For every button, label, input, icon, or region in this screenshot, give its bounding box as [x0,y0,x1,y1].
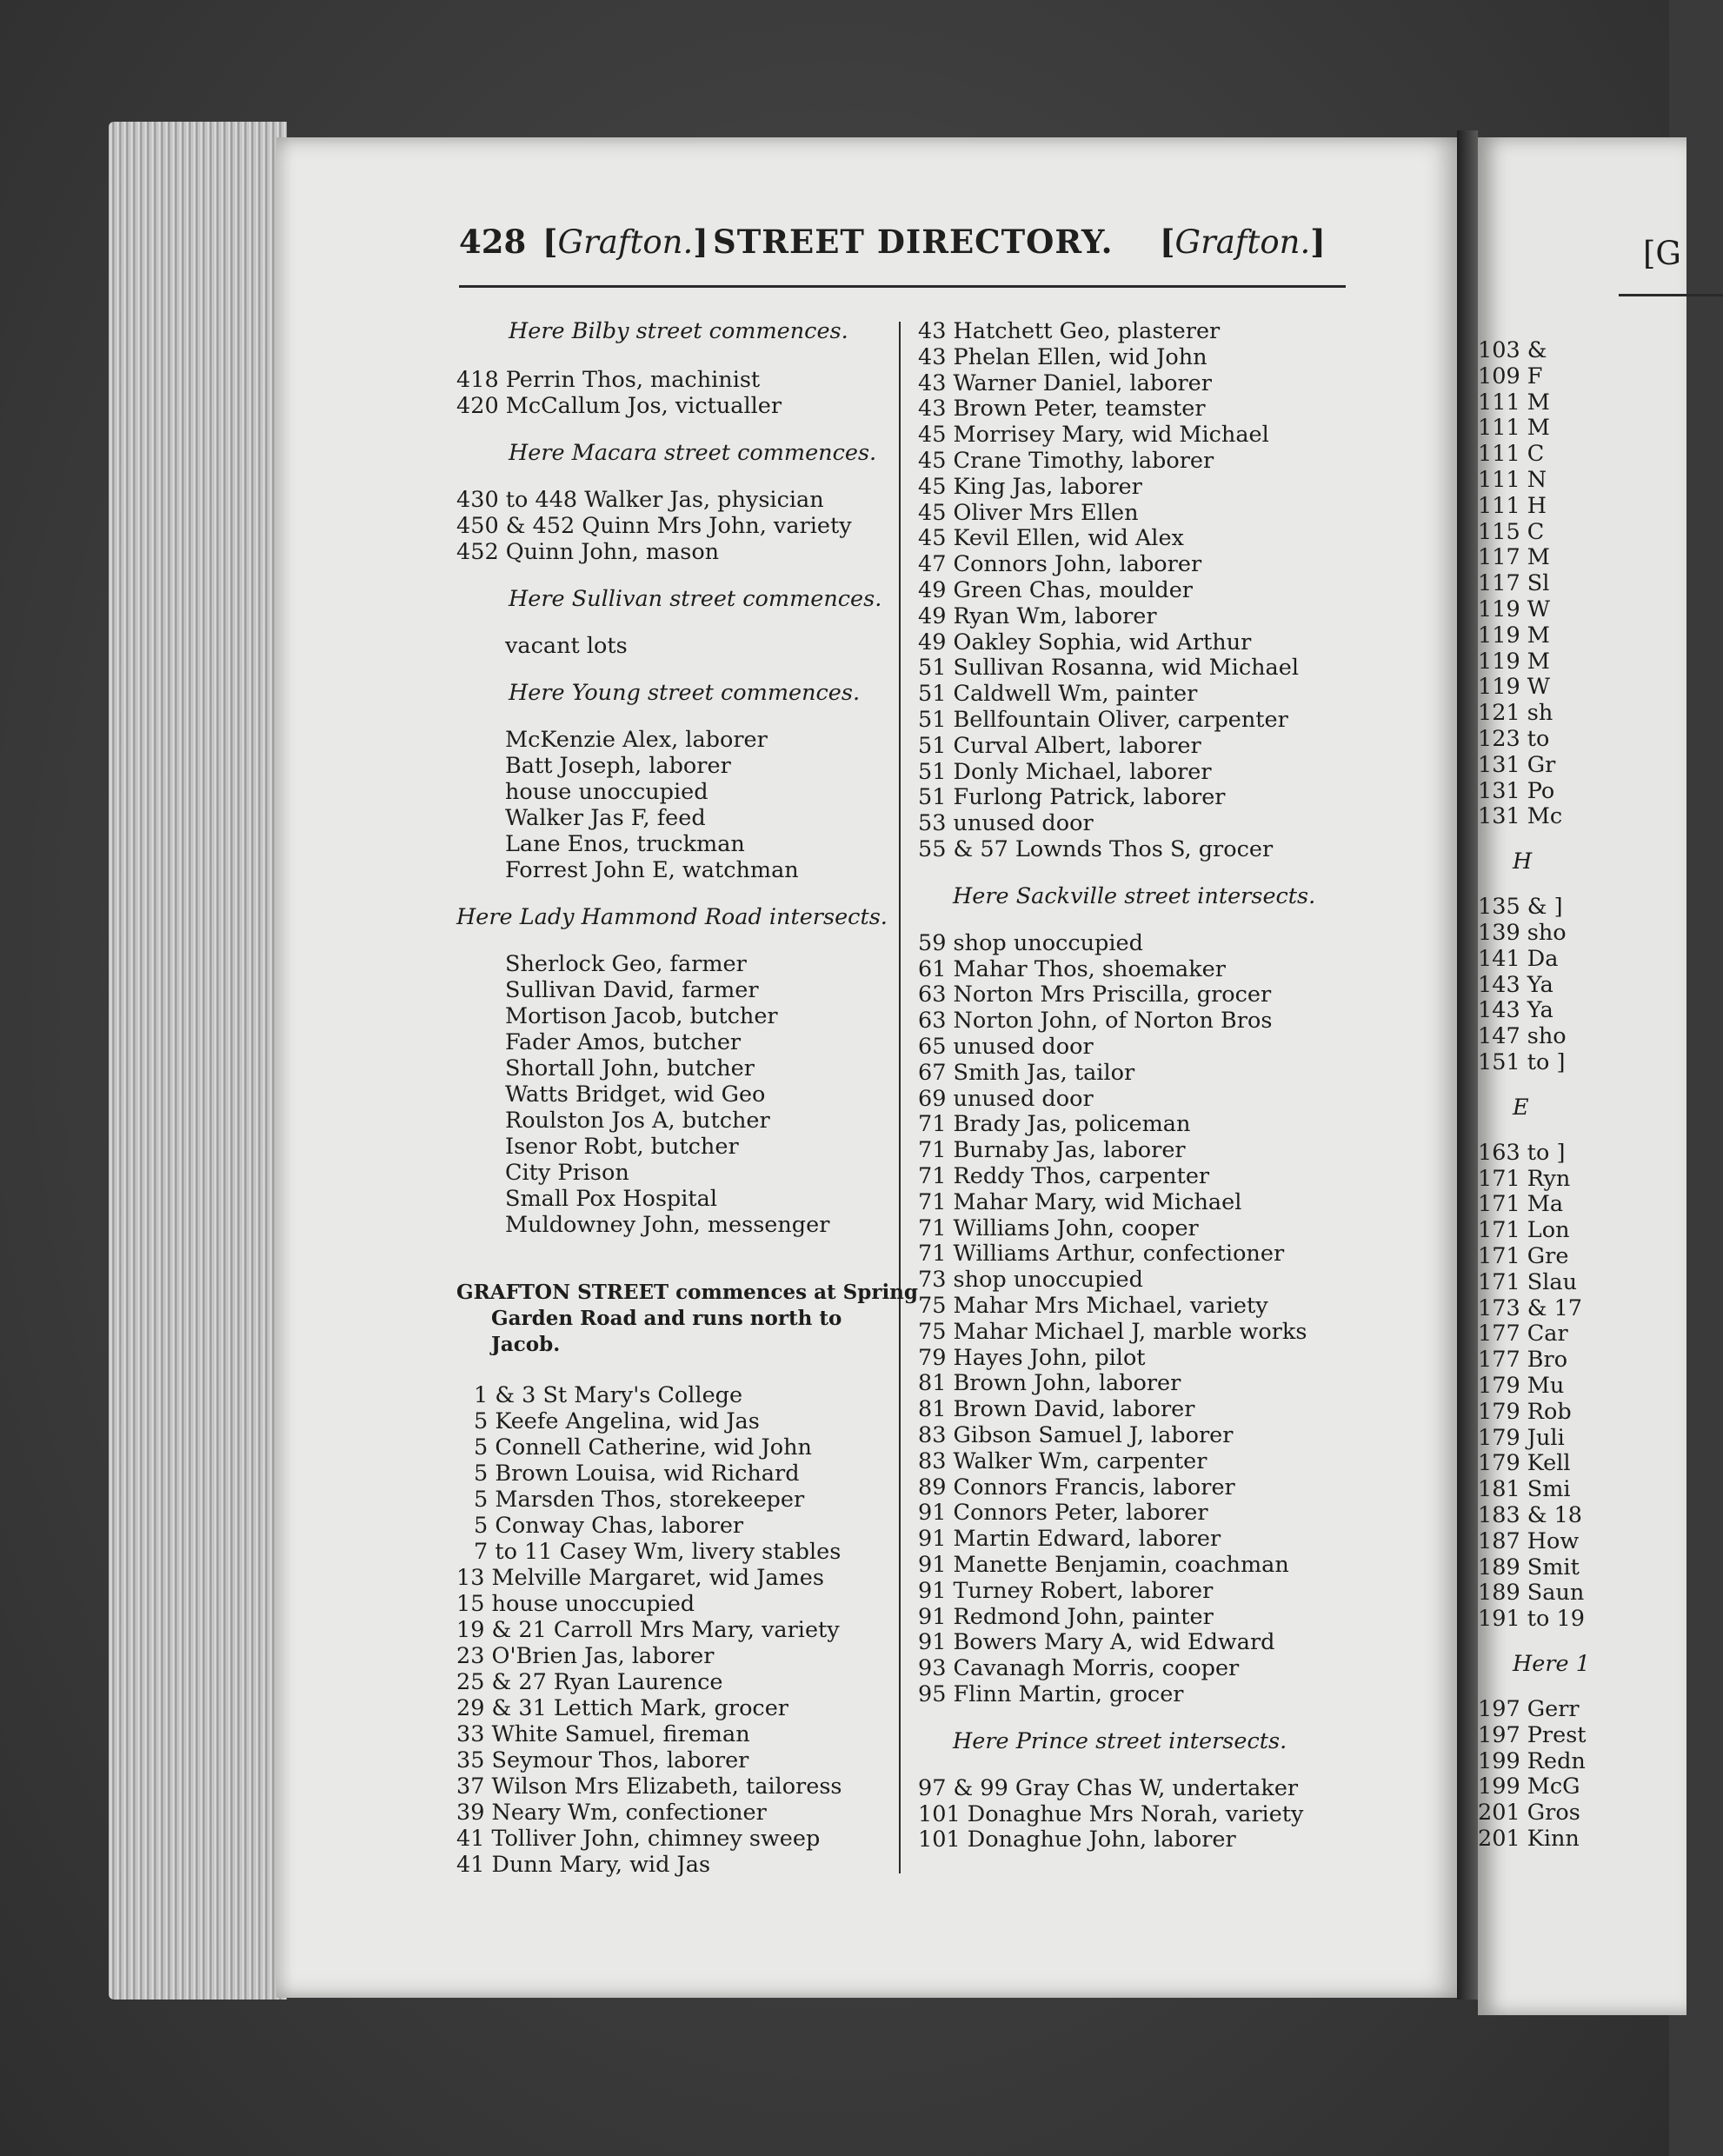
directory-entry: 420 McCallum Jos, victualler [456,393,782,419]
next-page-line: 109 F [1478,363,1543,389]
page-number: 428 [459,223,527,261]
next-page-line: 119 W [1478,596,1550,622]
directory-entry: 71 Brady Jas, policeman [918,1111,1191,1138]
directory-entry: 19 & 21 Carroll Mrs Mary, variety [456,1617,840,1643]
directory-entry: 45 Crane Timothy, laborer [918,448,1214,474]
next-page-line: 123 to [1478,726,1550,752]
directory-entry: 43 Hatchett Geo, plasterer [918,318,1221,344]
directory-entry: 35 Seymour Thos, laborer [456,1747,749,1773]
next-page-line: 117 M [1478,544,1550,571]
directory-entry: 45 King Jas, laborer [918,473,1142,500]
next-page-line: 181 Smi [1478,1476,1571,1503]
next-page-line: 119 M [1478,622,1550,649]
directory-entry: Sherlock Geo, farmer [505,951,747,977]
next-page-line: 177 Bro [1478,1347,1568,1374]
next-page-line: 197 Prest [1478,1721,1587,1748]
section-note: Here Prince street intersects. [953,1727,1287,1754]
directory-entry: 25 & 27 Ryan Laurence [456,1669,723,1695]
next-page-line: 143 Ya [1478,997,1553,1024]
directory-entry: 51 Caldwell Wm, painter [918,681,1198,708]
section-note: Here Lady Hammond Road intersects. [456,904,888,930]
directory-entry: Shortall John, butcher [505,1055,755,1081]
directory-entry: Roulston Jos A, butcher [505,1108,770,1134]
next-page-line: 117 Sl [1478,570,1550,597]
directory-entry: 101 Donaghue Mrs Norah, variety [918,1800,1304,1827]
directory-entry: 45 Oliver Mrs Ellen [918,499,1139,526]
next-page-line: 179 Juli [1478,1424,1565,1451]
directory-entry: 101 Donaghue John, laborer [918,1827,1236,1853]
directory-entry: 63 Norton John, of Norton Bros [918,1008,1273,1035]
next-page-line: 135 & ] [1478,894,1563,921]
directory-entry: 75 Mahar Mrs Michael, variety [918,1293,1268,1319]
directory-entry: 89 Connors Francis, laborer [918,1474,1235,1501]
next-page-line: 201 Gros [1478,1800,1580,1827]
directory-entry: 71 Mahar Mary, wid Michael [918,1188,1242,1215]
section-note: Here Sackville street intersects. [953,882,1316,909]
directory-entry: Lane Enos, truckman [505,831,745,857]
directory-entry: 81 Brown David, laborer [918,1396,1195,1423]
directory-entry: 51 Donly Michael, laborer [918,758,1212,785]
header-street-left-name: Grafton. [557,223,694,261]
directory-entry: 5 Connell Catherine, wid John [474,1434,812,1461]
directory-entry: 418 Perrin Thos, machinist [456,367,761,393]
header-street-right: [Grafton.] [1160,223,1326,261]
directory-entry: 41 Tolliver John, chimney sweep [456,1826,821,1852]
directory-entry: 71 Williams Arthur, confectioner [918,1241,1285,1268]
directory-entry: Fader Amos, butcher [505,1029,742,1055]
directory-entry: 69 unused door [918,1085,1094,1112]
directory-entry: 65 unused door [918,1034,1094,1060]
left-page [276,137,1457,1998]
column-divider [899,322,901,1873]
page-header [459,223,1346,266]
directory-entry: Muldowney John, messenger [505,1212,830,1238]
next-page-line: 177 Car [1478,1321,1568,1348]
directory-entry: 49 Oakley Sophia, wid Arthur [918,629,1252,655]
next-page-line: 103 & [1478,337,1547,363]
directory-entry: 81 Brown John, laborer [918,1370,1181,1397]
directory-entry: 51 Bellfountain Oliver, carpenter [918,707,1288,733]
next-page-line: 111 H [1478,492,1547,519]
directory-entry: 51 Curval Albert, laborer [918,732,1201,759]
next-page-line: 139 sho [1478,920,1567,946]
directory-entry: Small Pox Hospital [505,1186,717,1212]
next-page-line: 173 & 17 [1478,1294,1583,1321]
next-page-line: 163 to ] [1478,1139,1566,1166]
directory-entry: 7 to 11 Casey Wm, livery stables [474,1539,842,1565]
next-page-line: 111 C [1478,441,1545,468]
directory-entry: 91 Manette Benjamin, coachman [918,1552,1289,1578]
directory-entry: 95 Flinn Martin, grocer [918,1681,1184,1707]
directory-entry: Isenor Robt, butcher [505,1134,739,1160]
directory-entry: Forrest John E, watchman [505,857,799,883]
directory-entry: Walker Jas F, feed [505,805,706,831]
next-page-line: 171 Lon [1478,1217,1570,1244]
directory-entry: 49 Green Chas, moulder [918,577,1193,603]
next-page-line: 171 Ryn [1478,1165,1571,1192]
directory-entry: 37 Wilson Mrs Elizabeth, tailoress [456,1773,842,1800]
directory-entry: 67 Smith Jas, tailor [918,1059,1135,1086]
next-page-line: 171 Gre [1478,1243,1569,1269]
directory-entry: 51 Sullivan Rosanna, wid Michael [918,655,1299,682]
directory-entry: 79 Hayes John, pilot [918,1344,1146,1371]
directory-entry: 43 Phelan Ellen, wid John [918,343,1207,370]
next-page-line: 179 Rob [1478,1398,1572,1425]
next-page-line: 191 to 19 [1478,1606,1585,1633]
next-page-line: E [1513,1094,1529,1121]
next-page-line: 141 Da [1478,945,1559,972]
directory-entry: house unoccupied [505,779,708,805]
directory-entry: 5 Brown Louisa, wid Richard [474,1461,800,1487]
directory-entry: 450 & 452 Quinn Mrs John, variety [456,513,852,539]
next-page-line: 199 Redn [1478,1747,1586,1774]
next-page-line: 119 W [1478,674,1550,701]
page-title: STREET DIRECTORY. [713,223,1114,261]
section-note: Here Macara street commences. [509,440,877,466]
next-page-line: 131 Po [1478,777,1555,804]
directory-entry: 33 White Samuel, fireman [456,1721,750,1747]
directory-entry: 430 to 448 Walker Jas, physician [456,487,824,513]
next-page-fragment [1478,137,1686,2015]
directory-entry: 97 & 99 Gray Chas W, undertaker [918,1774,1299,1801]
directory-entry: 59 shop unoccupied [918,929,1143,956]
section-note: Here Sullivan street commences. [509,586,882,612]
directory-entry: 49 Ryan Wm, laborer [918,602,1157,629]
directory-entry: 63 Norton Mrs Priscilla, grocer [918,982,1272,1008]
next-page-line: 171 Slau [1478,1268,1578,1295]
directory-entry: 41 Dunn Mary, wid Jas [456,1852,711,1878]
directory-entry: 39 Neary Wm, confectioner [456,1800,767,1826]
next-page-header: [G [1643,235,1681,272]
book-page-edges [109,122,287,2000]
directory-entry: 91 Connors Peter, laborer [918,1500,1208,1527]
directory-entry: City Prison [505,1160,629,1186]
directory-entry: 91 Bowers Mary A, wid Edward [918,1629,1275,1656]
header-street-right-name: Grafton. [1174,223,1311,261]
directory-entry: 93 Cavanagh Morris, cooper [918,1655,1240,1682]
section-note: Here Bilby street commences. [509,318,848,344]
next-page-line: 189 Saun [1478,1580,1585,1607]
section-note: Here Young street commences. [509,680,861,706]
directory-entry: vacant lots [505,633,628,659]
next-page-line: 111 M [1478,389,1550,416]
next-page-line: 111 N [1478,467,1547,493]
directory-entry: 5 Conway Chas, laborer [474,1513,744,1539]
directory-entry: 53 unused door [918,810,1094,837]
header-rule [459,285,1346,288]
next-page-line: 131 Mc [1478,803,1563,830]
directory-entry: 45 Kevil Ellen, wid Alex [918,525,1184,552]
directory-entry: 5 Keefe Angelina, wid Jas [474,1408,760,1434]
header-street-left: [Grafton.] [542,223,708,261]
directory-entry: 5 Marsden Thos, storekeeper [474,1487,805,1513]
street-heading: Jacob. [491,1333,561,1356]
directory-entry: 23 O'Brien Jas, laborer [456,1643,715,1669]
next-page-line: 151 to ] [1478,1049,1566,1075]
directory-entry: 91 Turney Robert, laborer [918,1577,1214,1604]
street-heading: GRAFTON STREET commences at Spring [456,1281,918,1304]
next-page-line: H [1513,848,1533,875]
next-page-line: 115 C [1478,518,1545,545]
directory-entry: 15 house unoccupied [456,1591,695,1617]
street-heading: Garden Road and runs north to [491,1307,842,1330]
directory-entry: 61 Mahar Thos, shoemaker [918,955,1226,982]
next-page-line: 179 Kell [1478,1450,1571,1477]
directory-entry: 51 Furlong Patrick, laborer [918,784,1226,811]
next-page-line: 201 Kinn [1478,1826,1580,1852]
directory-entry: 71 Williams John, cooper [918,1214,1199,1241]
directory-entry: 45 Morrisey Mary, wid Michael [918,422,1269,449]
directory-entry: 83 Walker Wm, carpenter [918,1447,1207,1474]
directory-entry: 13 Melville Margaret, wid James [456,1565,824,1591]
directory-entry: 91 Martin Edward, laborer [918,1526,1221,1553]
next-page-line: 119 M [1478,648,1550,675]
next-page-line: 111 M [1478,415,1550,442]
directory-entry: 71 Reddy Thos, carpenter [918,1163,1210,1189]
directory-entry: 29 & 31 Lettich Mark, grocer [456,1695,788,1721]
next-page-line: 199 McG [1478,1773,1580,1800]
next-page-line: 131 Gr [1478,751,1556,778]
directory-entry: Sullivan David, farmer [505,977,759,1003]
next-page-line: 121 sh [1478,700,1553,727]
directory-entry: 43 Brown Peter, teamster [918,396,1206,423]
directory-entry: 71 Burnaby Jas, laborer [918,1137,1186,1164]
next-page-line: 171 Ma [1478,1191,1564,1218]
directory-entry: Mortison Jacob, butcher [505,1003,778,1029]
directory-entry: Batt Joseph, laborer [505,753,731,779]
directory-entry: 83 Gibson Samuel J, laborer [918,1422,1234,1448]
directory-entry: 1 & 3 St Mary's College [474,1382,743,1408]
next-page-rule [1619,294,1723,296]
directory-entry: 43 Warner Daniel, laborer [918,369,1212,396]
directory-entry: McKenzie Alex, laborer [505,727,768,753]
next-page-line: 189 Smit [1478,1554,1580,1580]
next-page-line: 197 Gerr [1478,1696,1580,1722]
directory-entry: 75 Mahar Michael J, marble works [918,1318,1307,1345]
directory-entry: 73 shop unoccupied [918,1267,1143,1294]
next-page-line: 187 How [1478,1527,1580,1554]
directory-entry: 91 Redmond John, painter [918,1603,1214,1630]
next-page-line: Here 1 [1513,1651,1590,1677]
next-page-line: 183 & 18 [1478,1502,1583,1528]
directory-entry: 55 & 57 Lownds Thos S, grocer [918,836,1274,862]
directory-entry: 47 Connors John, laborer [918,551,1202,578]
next-page-line: 179 Mu [1478,1373,1565,1399]
next-page-line: 143 Ya [1478,971,1553,998]
directory-entry: 452 Quinn John, mason [456,539,720,565]
book-gutter [1457,130,1478,2000]
directory-entry: Watts Bridget, wid Geo [505,1081,766,1108]
next-page-line: 147 sho [1478,1023,1567,1050]
